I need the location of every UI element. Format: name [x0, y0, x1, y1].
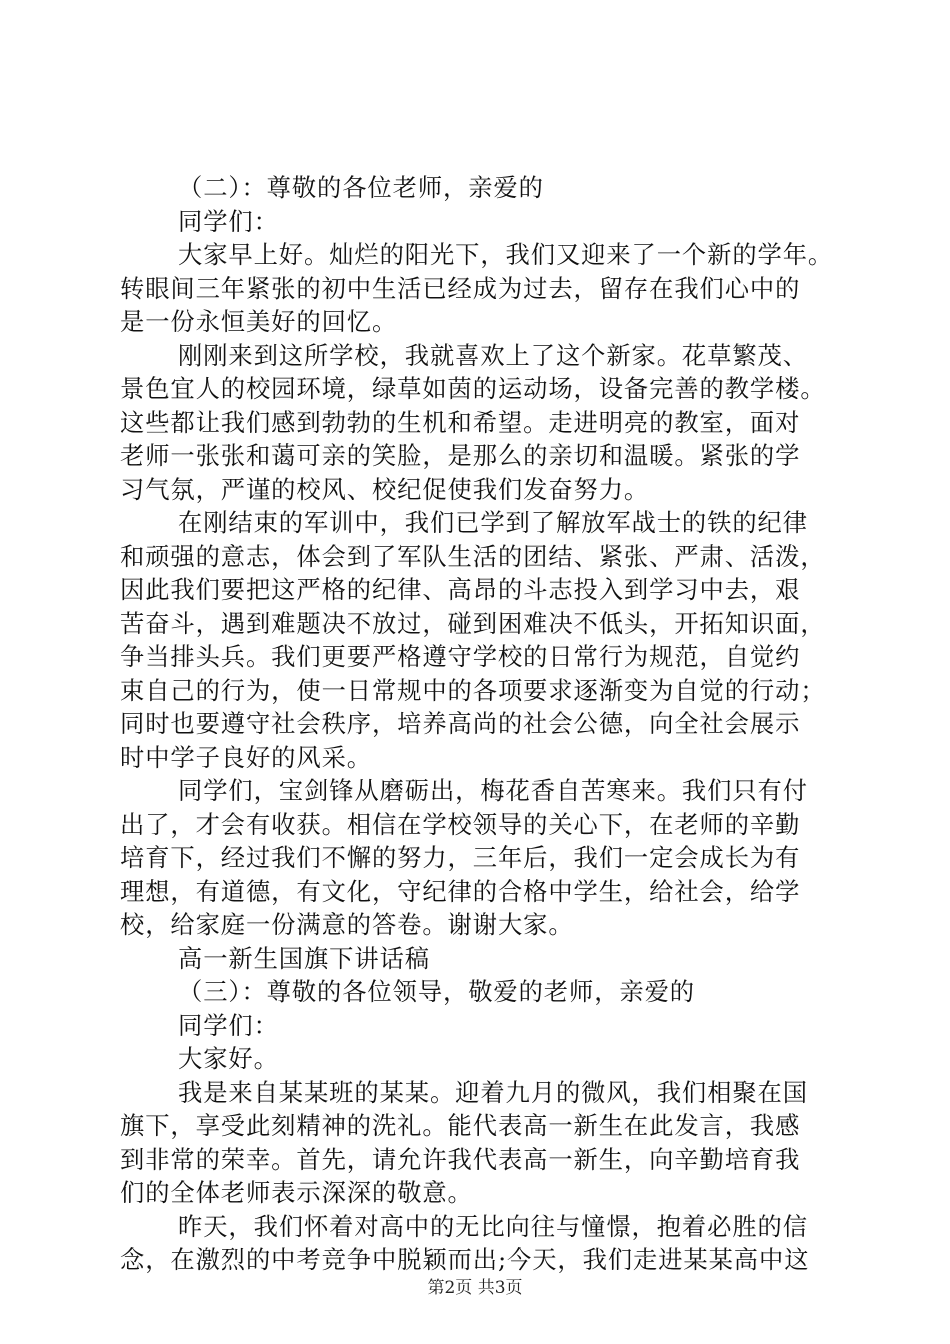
text-line: 校，给家庭一份满意的答卷。谢谢大家。	[120, 910, 574, 939]
text-line: 到非常的荣幸。首先，请允许我代表高一新生，向辛勤培育我	[120, 1144, 801, 1174]
text-line: （三）：尊敬的各位领导，敬爱的老师，亲爱的	[178, 977, 695, 1006]
text-line: 念，在激烈的中考竞争中脱颖而出;今天，我们走进某某高中这	[120, 1245, 810, 1274]
page-number-footer: 第2页 共3页	[427, 1278, 523, 1298]
text-line: 刚刚来到这所学校，我就喜欢上了这个新家。花草繁茂、	[178, 340, 808, 370]
text-line: 同学们，宝剑锋从磨砺出，梅花香自苦寒来。我们只有付	[178, 776, 808, 805]
text-line: 高一新生国旗下讲话稿	[178, 943, 430, 973]
text-line: 大家好。	[178, 1044, 279, 1073]
text-line: 昨天，我们怀着对高中的无比向往与憧憬，抱着必胜的信	[178, 1211, 808, 1241]
text-line: 是一份永恒美好的回忆。	[120, 307, 398, 336]
text-line: 大家早上好。灿烂的阳光下，我们又迎来了一个新的学年。	[178, 240, 834, 269]
text-line: （二）：尊敬的各位老师，亲爱的	[178, 173, 544, 202]
text-line: 同时也要遵守社会秩序，培养高尚的社会公德，向全社会展示	[120, 709, 801, 738]
text-line: 培育下，经过我们不懈的努力，三年后，我们一定会成长为有	[120, 843, 801, 872]
document-body	[120, 171, 832, 1277]
text-line: 转眼间三年紧张的初中生活已经成为过去，留存在我们心中的	[120, 273, 801, 303]
text-line: 景色宜人的校园环境，绿草如茵的运动场，设备完善的教学楼。	[120, 374, 826, 403]
text-line: 同学们：	[178, 206, 279, 236]
text-line: 理想，有道德，有文化，守纪律的合格中学生，给社会，给学	[120, 876, 801, 906]
text-line: 我是来自某某班的某某。迎着九月的微风，我们相聚在国	[178, 1077, 808, 1107]
text-line: 束自己的行为，使一日常规中的各项要求逐渐变为自觉的行动；	[120, 675, 826, 705]
text-line: 出了，才会有收获。相信在学校领导的关心下，在老师的辛勤	[120, 809, 801, 839]
text-line: 旗下，享受此刻精神的洗礼。能代表高一新生在此发言，我感	[120, 1111, 801, 1140]
text-line: 们的全体老师表示深深的敬意。	[120, 1178, 473, 1207]
text-line: 在刚结束的军训中，我们已学到了解放军战士的铁的纪律	[178, 508, 808, 537]
text-line: 和顽强的意志，体会到了军队生活的团结、紧张、严肃、活泼，	[120, 541, 826, 571]
text-line: 同学们：	[178, 1010, 279, 1040]
text-line: 时中学子良好的风采。	[120, 742, 372, 772]
text-line: 这些都让我们感到勃勃的生机和希望。走进明亮的教室，面对	[120, 407, 801, 437]
text-line: 苦奋斗，遇到难题决不放过，碰到困难决不低头，开拓知识面，	[120, 608, 826, 638]
text-line: 老师一张张和蔼可亲的笑脸，是那么的亲切和温暖。紧张的学	[120, 441, 801, 470]
text-line: 习气氛，严谨的校风、校纪促使我们发奋努力。	[120, 474, 650, 504]
text-line: 因此我们要把这严格的纪律、高昂的斗志投入到学习中去，艰	[120, 575, 801, 604]
text-line: 争当排头兵。我们更要严格遵守学校的日常行为规范，自觉约	[120, 642, 801, 671]
